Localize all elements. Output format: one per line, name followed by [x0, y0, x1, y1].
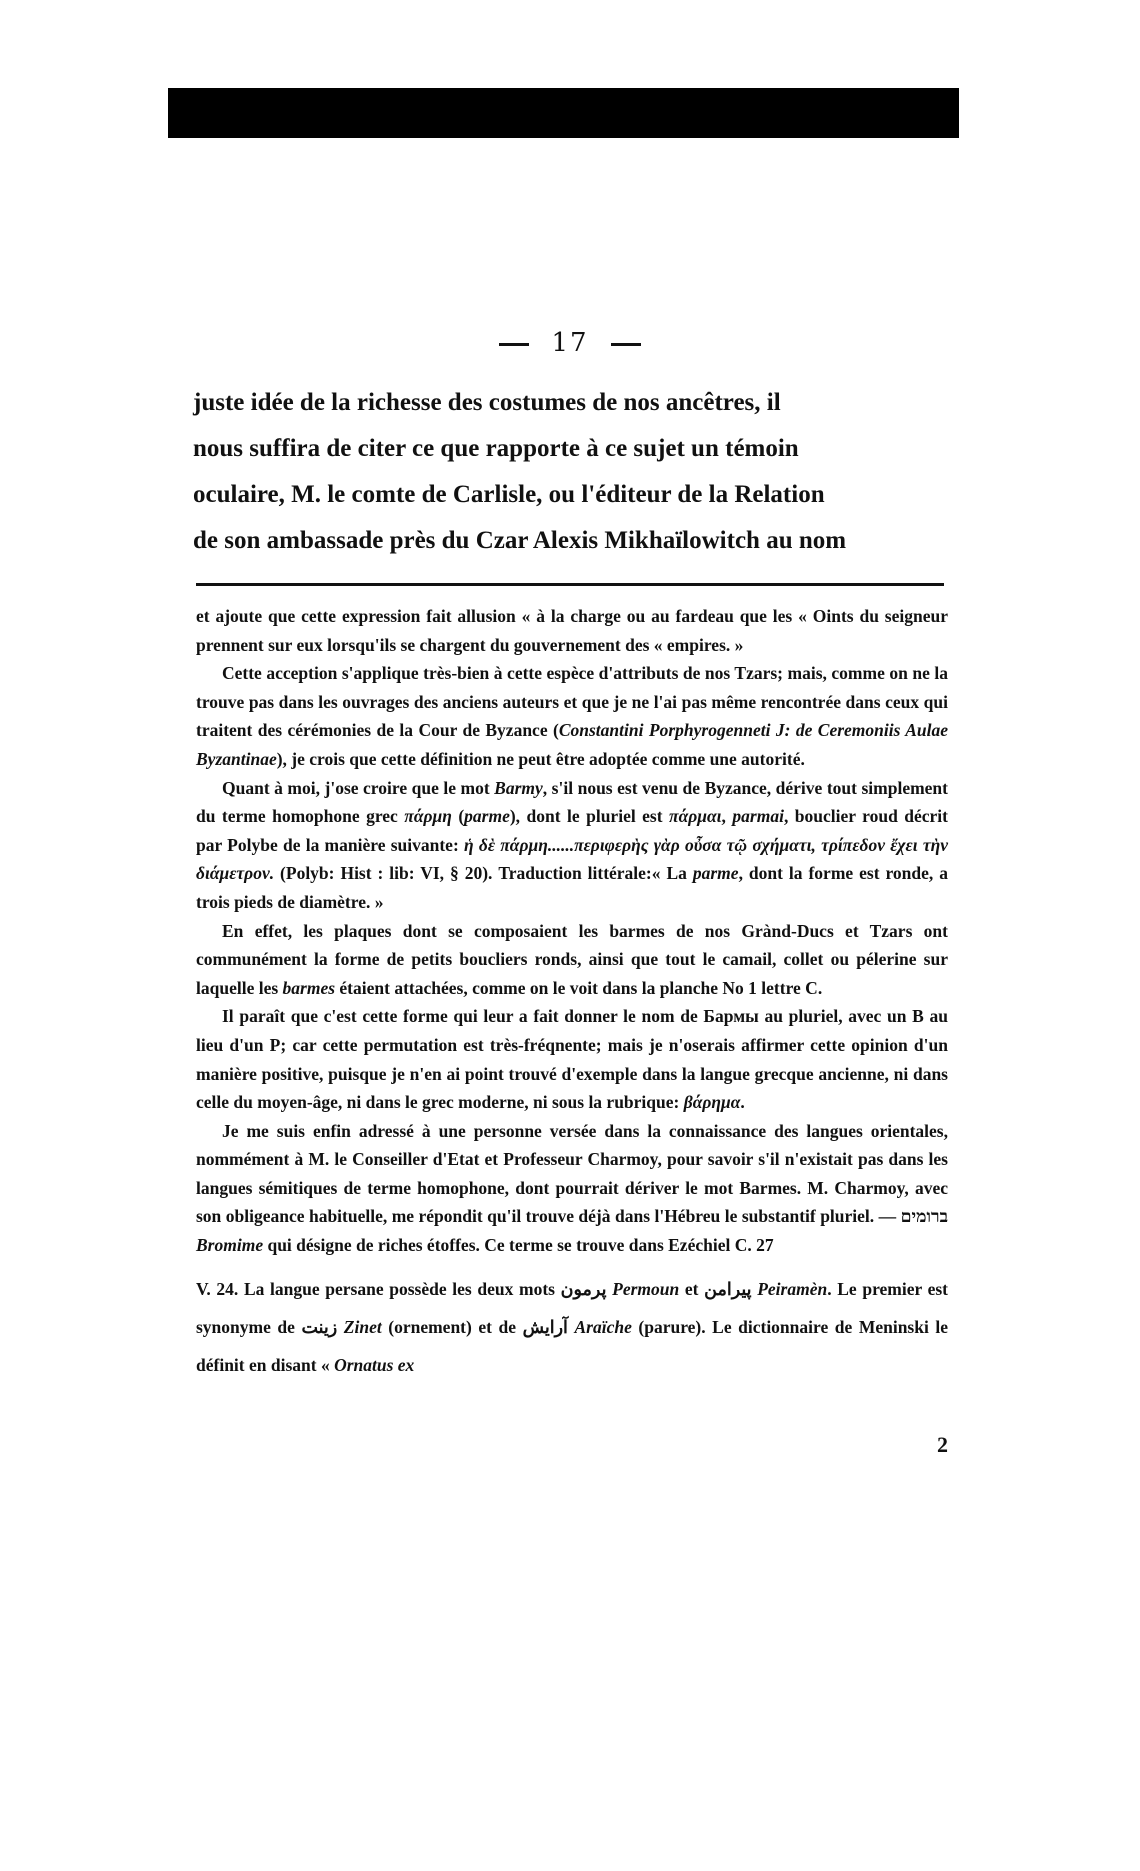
text-run: Quant à moi, j'ose croire que le mot: [222, 777, 495, 798]
text-run: , s'il nous est venu de Byzance, dérive tout simplement du terme homophone grec: [196, 777, 948, 827]
text-run: V. 24. La langue persane possède les deux mots پرمون: [196, 1278, 613, 1299]
italic-term: parme: [692, 863, 739, 884]
note-paragraph-4: [196, 917, 948, 1003]
text-run: ), dont le pluriel est: [509, 806, 670, 827]
text-run: , dont la forme est ronde, a trois pieds de diamètre. »: [196, 863, 948, 912]
text-run: . Le premier est synonyme de زینت: [196, 1278, 949, 1337]
text-run: ,: [721, 806, 733, 827]
footnote-rule: [196, 583, 944, 586]
italic-term: barmes: [282, 977, 336, 998]
signature-mark: 2: [937, 1432, 948, 1457]
italic-title: Constantini Porphyrogenneti J: de Ceremoniis Aulae Byzantinae: [196, 720, 948, 769]
note-paragraph-2: [196, 659, 948, 773]
text-run: (: [451, 806, 465, 827]
greek-quote: ἡ δὲ πάρμη......περιφερὴς γὰρ οὖσα τῷ σχήματι, τρίπεδον ἔχει τὴν διάμετρον.: [196, 834, 948, 884]
greek-term: πάρμαι: [669, 806, 722, 827]
note-paragraph-3: [196, 774, 948, 917]
italic-term: Araïche: [574, 1316, 632, 1337]
greek-term: πάρμη: [404, 806, 452, 827]
redaction-bar: [168, 88, 959, 138]
main-line-4: de son ambassade près du Czar Alexis Mikhaïlowitch au nom: [193, 527, 847, 554]
main-text: [193, 380, 945, 564]
main-line-2: nous suffira de citer ce que rapporte à ce sujet un témoin: [193, 435, 799, 462]
page-number: [0, 328, 1140, 358]
note-paragraph-7: [196, 1270, 948, 1384]
dash-right: [611, 343, 641, 346]
text-run: et پیرامن: [679, 1278, 758, 1299]
italic-term: Permoun: [612, 1278, 680, 1299]
greek-term: βάρημα: [683, 1092, 741, 1113]
page-number-value: 17: [551, 328, 589, 358]
text-run: qui désigne de riches étoffes. Ce terme se trouve dans Ezéchiel C. 27: [263, 1235, 774, 1256]
italic-term: Barmy: [494, 777, 543, 798]
text-run: , bouclier roud décrit par Polybe de la manière suivante:: [196, 806, 949, 855]
text-run: (parure). Le dictionnaire de Meninski le définit en disant «: [196, 1316, 949, 1375]
text-run: .: [740, 1092, 745, 1113]
italic-term: parme: [464, 806, 510, 827]
text-run: Cette acception s'applique très-bien à cette espèce d'attributs de nos Tzars; mais, comme on ne la trouve pas dans les ouvrages des anciens auteurs et que je ne l'ai pas même rencontrée dans ceux qui traitent des cérémonies de la Cour de Byzance (: [196, 663, 948, 741]
italic-term: Ornatus ex: [334, 1354, 415, 1375]
text-run: En effet, les plaques dont se composaient les barmes de nos Grànd-Ducs et Tzars ont communément la forme de petits boucliers ronds, ainsi que tout le camail, collet ou pélerine sur laquelle les: [196, 920, 948, 998]
text-run: (Polyb: Hist : lib: VI, § 20). Traduction littérale:« La: [274, 863, 693, 884]
text-run: étaient attachées, comme on le voit dans la planche No 1 lettre C.: [335, 977, 823, 998]
footnotes: [196, 602, 948, 1384]
text-run: (ornement) et de آرایش: [381, 1316, 575, 1337]
text-run: Il paraît que c'est cette forme qui leur a fait donner le nom de Бармы au pluriel, avec un B au lieu d'un P; car cette permutation est très-fréqnente; mais je n'oserais affirmer cette opinion d'un manière positive, puisque je n'en ai point trouvé d'exemple dans la langue grecque ancienne, ni dans celle du moyen-âge, ni dans le grec moderne, ni sous la rubrique:: [196, 1006, 948, 1113]
dash-left: [499, 343, 529, 346]
text-run: ), je crois que cette définition ne peut être adoptée comme une autorité.: [276, 748, 805, 769]
note-paragraph-1: et ajoute que cette expression fait allusion « à la charge ou au fardeau que les « Oints du seigneur prennent sur eux lorsqu'ils se chargent du gouvernement des « empires. »: [196, 606, 948, 655]
italic-term: Zinet: [343, 1316, 382, 1337]
main-line-1: juste idée de la richesse des costumes de nos ancêtres, il: [193, 389, 781, 416]
italic-term: parmai: [732, 806, 784, 827]
italic-term: Bromime: [196, 1235, 264, 1256]
text-run: Je me suis enfin adressé à une personne versée dans la connaissance des langues orientales, nommément à M. le Conseiller d'Etat et Professeur Charmoy, pour savoir s'il n'existait pas dans les langues sémitiques de terme homophone, dont pourrait dériver le mot Barmes. M. Charmoy, avec son obligeance habituelle, me répondit qu'il trouve déjà dans l'Hébreu le substantif pluriel. — ברומים: [196, 1120, 948, 1227]
note-paragraph-6: [196, 1117, 948, 1260]
main-line-3: oculaire, M. le comte de Carlisle, ou l'éditeur de la Relation: [193, 481, 825, 508]
italic-term: Peiramèn: [757, 1278, 828, 1299]
note-paragraph-5: [196, 1002, 948, 1116]
